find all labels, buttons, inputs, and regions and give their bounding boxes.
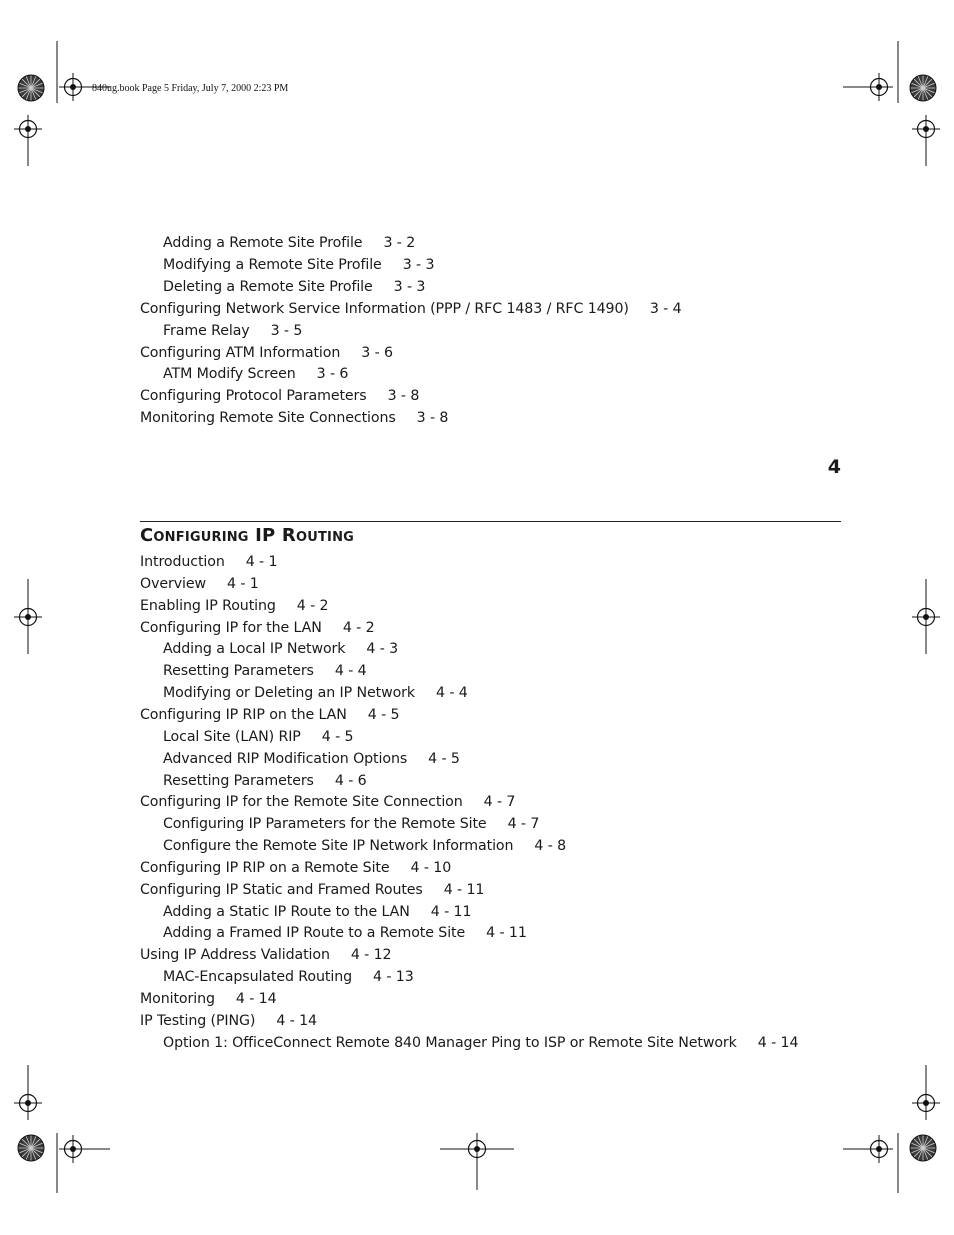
- toc-entry[interactable]: [140, 387, 419, 405]
- toc-entry[interactable]: [140, 881, 484, 899]
- toc-entry[interactable]: [140, 990, 277, 1008]
- toc-entry[interactable]: [163, 662, 367, 680]
- toc-entry[interactable]: [163, 750, 460, 768]
- toc-entry-page: 3 - 2: [383, 235, 416, 251]
- toc-entry-title: Advanced RIP Modification Options: [163, 750, 408, 767]
- toc-entry-title: Modifying a Remote Site Profile: [163, 256, 382, 273]
- toc-entry-title: Configure the Remote Site IP Network Information: [163, 838, 514, 855]
- toc-entry-title: IP Testing (PING): [140, 1012, 256, 1029]
- toc-entry-page: 4 - 7: [507, 816, 540, 833]
- toc-entry-title: Configuring ATM Information: [140, 344, 341, 361]
- toc-entry-page: 4 - 12: [350, 947, 392, 964]
- toc-entry[interactable]: [163, 684, 468, 702]
- toc-entry-page: 4 - 11: [486, 925, 527, 942]
- toc-entry-page: 4 - 5: [321, 728, 354, 745]
- toc-entry[interactable]: [163, 728, 353, 746]
- toc-entry-title: Frame Relay: [163, 322, 250, 339]
- toc-entry[interactable]: [140, 575, 259, 593]
- toc-entry-page: 3 - 3: [402, 256, 435, 273]
- toc-entry-title: Monitoring: [140, 991, 215, 1007]
- chapter-title: Configuring IP Routing: [140, 525, 355, 546]
- toc-entry-title: Adding a Framed IP Route to a Remote Site: [163, 925, 466, 942]
- toc-entry[interactable]: [163, 924, 527, 942]
- toc-entry[interactable]: [163, 903, 471, 921]
- toc-entry-page: 4 - 5: [367, 706, 400, 723]
- toc-entry-page: 4 - 7: [483, 794, 516, 811]
- toc-entry-title: Deleting a Remote Site Profile: [163, 278, 373, 295]
- chapter-divider: [140, 521, 841, 522]
- toc-entry[interactable]: [163, 968, 414, 986]
- toc-entry-title: Overview: [140, 575, 206, 592]
- toc-entry[interactable]: [140, 1012, 317, 1030]
- toc-entry[interactable]: [163, 365, 348, 383]
- toc-entry-page: 4 - 2: [296, 597, 329, 614]
- toc-entry-page: 4 - 4: [334, 663, 367, 680]
- toc-entry-title: Local Site (LAN) RIP: [163, 728, 301, 745]
- toc-entry-title: Configuring Network Service Information (PPP / RFC 1483 / RFC 1490): [140, 300, 629, 317]
- toc-entry-title: ATM Modify Screen: [163, 366, 296, 383]
- toc-entry-title: Using IP Address Validation: [140, 947, 330, 964]
- toc-entry-title: Configuring IP RIP on the LAN: [140, 706, 347, 723]
- toc-entry-page: 3 - 5: [270, 322, 303, 339]
- toc-entry[interactable]: [163, 1034, 798, 1052]
- toc-entry-title: Resetting Parameters: [163, 663, 314, 680]
- toc-entry[interactable]: [140, 597, 329, 615]
- toc-entry[interactable]: [140, 706, 399, 724]
- toc-entry-title: Configuring IP for the LAN: [140, 619, 322, 636]
- toc-entry-title: Adding a Local IP Network: [163, 641, 346, 658]
- toc-entry[interactable]: [140, 946, 391, 964]
- toc-entry-page: 4 - 3: [366, 641, 399, 658]
- toc-entry-title: Resetting Parameters: [163, 772, 314, 789]
- toc-entry-page: 4 - 1: [245, 554, 278, 570]
- toc-entry-title: MAC-Encapsulated Routing: [163, 969, 352, 986]
- toc-entry-page: 3 - 4: [649, 300, 682, 317]
- toc-entry-page: 3 - 6: [361, 344, 393, 361]
- toc-entry-page: 4 - 1: [227, 575, 259, 592]
- toc-entry-page: 4 - 5: [428, 750, 460, 767]
- toc-entry[interactable]: [140, 344, 393, 362]
- toc-entry[interactable]: [140, 409, 448, 427]
- toc-entry-page: 4 - 2: [342, 619, 375, 636]
- toc-entry-page: 4 - 6: [334, 772, 367, 789]
- toc-entry-page: 4 - 4: [436, 685, 468, 702]
- toc-entry-title: Modifying or Deleting an IP Network: [163, 685, 415, 702]
- toc-entry[interactable]: [163, 322, 302, 340]
- toc-entry-title: Adding a Static IP Route to the LAN: [163, 903, 410, 920]
- toc-entry-page: 3 - 3: [393, 278, 426, 295]
- toc-entry[interactable]: [140, 300, 682, 318]
- toc-entry-title: Introduction: [140, 554, 225, 570]
- toc-entry[interactable]: [140, 619, 375, 637]
- toc-entry-page: 4 - 11: [430, 903, 472, 920]
- toc-entry-title: Enabling IP Routing: [140, 597, 276, 614]
- toc-entry-page: 4 - 11: [443, 881, 485, 898]
- toc-entry-page: 4 - 14: [757, 1034, 799, 1051]
- toc-entry[interactable]: [163, 815, 539, 833]
- toc-entry-page: 4 - 8: [534, 838, 567, 855]
- toc-entry-title: Configuring IP Parameters for the Remote Site: [163, 816, 487, 833]
- toc-entry[interactable]: [163, 256, 434, 274]
- toc-entry-page: 3 - 8: [416, 410, 449, 427]
- toc-entry[interactable]: [140, 859, 451, 877]
- toc-entry-title: Adding a Remote Site Profile: [163, 235, 363, 251]
- toc-entry-title: Configuring IP for the Remote Site Connection: [140, 794, 463, 811]
- toc-entry[interactable]: [140, 793, 515, 811]
- toc-entry-page: 3 - 6: [316, 366, 349, 383]
- book-header-stamp: 840ug.book Page 5 Friday, July 7, 2000 2:23 PM: [92, 83, 289, 94]
- toc-entry[interactable]: [163, 772, 367, 790]
- chapter-number: 4: [827, 456, 841, 478]
- toc-entry[interactable]: [163, 278, 425, 296]
- toc-entry-page: 4 - 14: [276, 1012, 317, 1029]
- toc-entry-page: 4 - 10: [410, 859, 452, 876]
- toc-entry-title: Configuring Protocol Parameters: [140, 388, 367, 405]
- toc-entry-page: 4 - 13: [373, 969, 414, 986]
- toc-entry[interactable]: [163, 837, 566, 855]
- toc-entry[interactable]: [163, 234, 415, 252]
- toc-entry-title: Monitoring Remote Site Connections: [140, 410, 396, 427]
- toc-entry-title: Option 1: OfficeConnect Remote 840 Manager Ping to ISP or Remote Site Network: [163, 1034, 737, 1051]
- toc-entry[interactable]: [140, 553, 277, 571]
- toc-entry-title: Configuring IP Static and Framed Routes: [140, 881, 423, 898]
- toc-entry-title: Configuring IP RIP on a Remote Site: [140, 859, 390, 876]
- toc-entry-page: 4 - 14: [235, 991, 277, 1007]
- toc-entry-page: 3 - 8: [387, 388, 420, 405]
- toc-entry[interactable]: [163, 640, 398, 658]
